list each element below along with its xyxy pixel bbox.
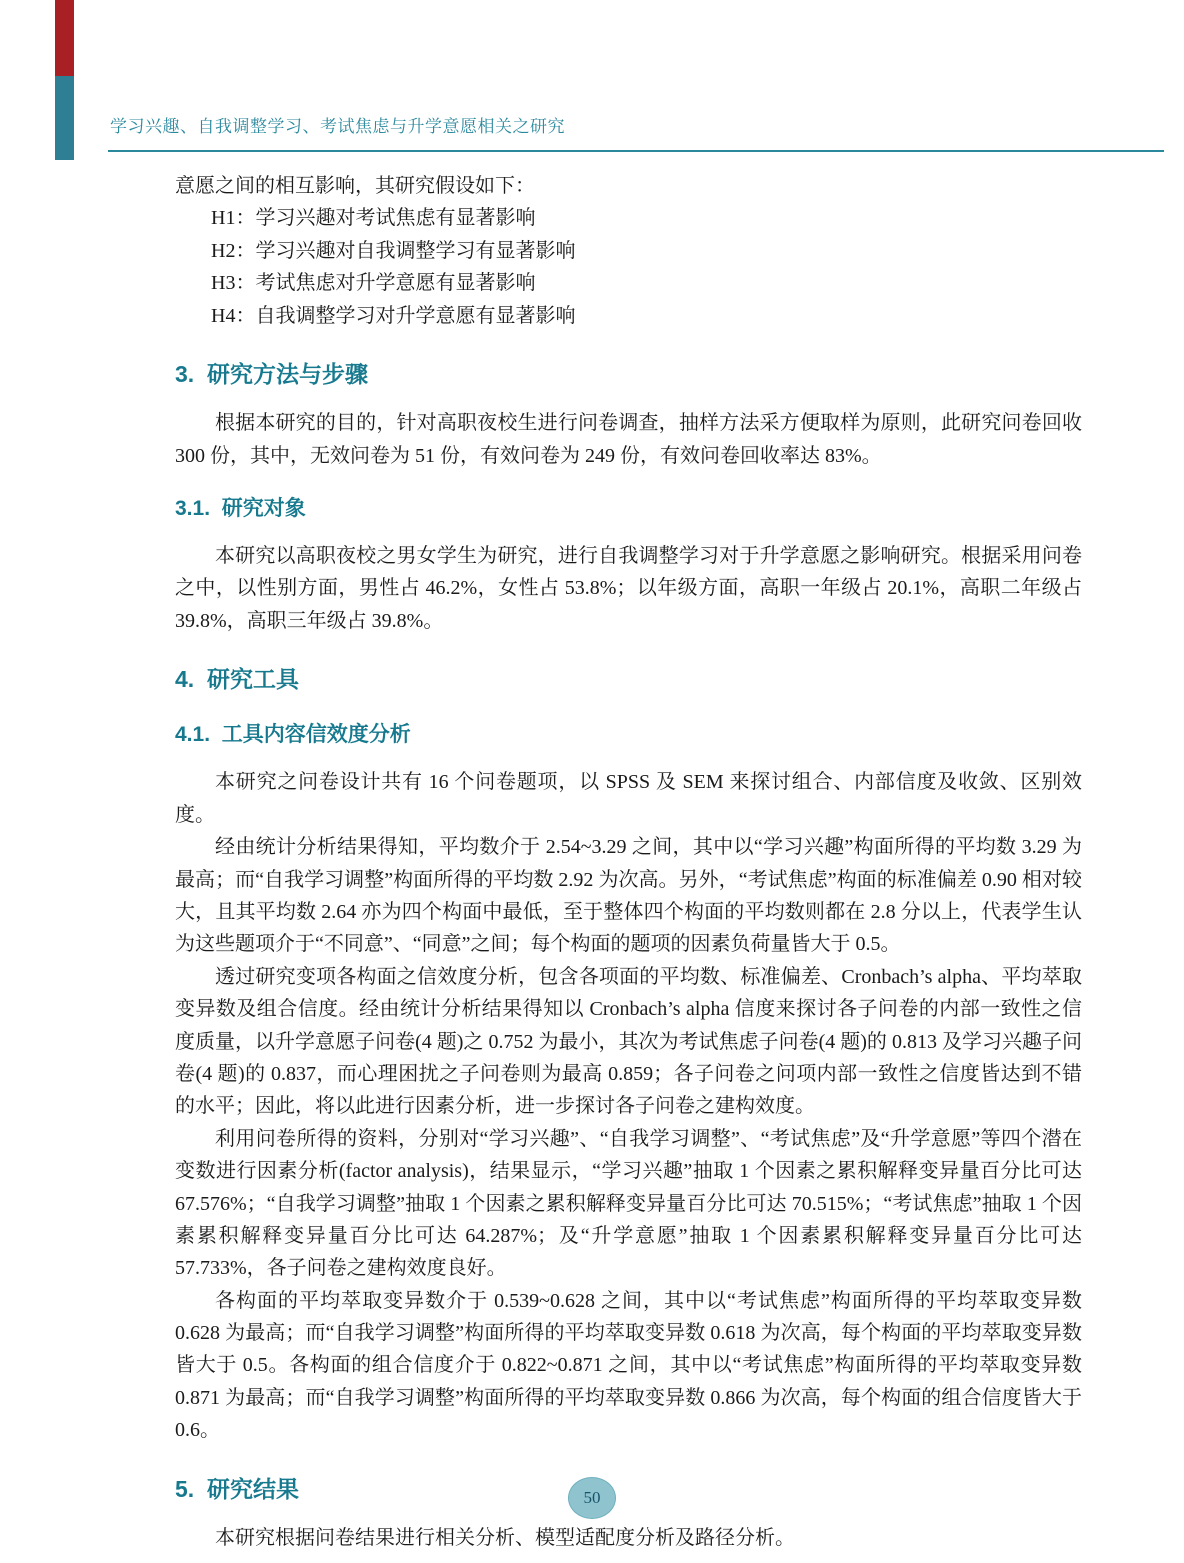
paragraph-intro: 意愿之间的相互影响，其研究假设如下： — [175, 175, 535, 197]
section-heading-3: 3. 研究方法与步骤 — [175, 360, 368, 387]
section-heading-5: 5. 研究结果 — [175, 1475, 299, 1502]
header-rule — [108, 150, 1164, 152]
paragraph: 本研究根据问卷结果进行相关分析、模型适配度分析及路径分析。 — [215, 1526, 795, 1549]
section-heading-3-1: 3.1. 研究对象 — [175, 496, 306, 520]
section-heading-4-1: 4.1. 工具内容信效度分析 — [175, 723, 411, 747]
page-number: 50 — [583, 1488, 601, 1507]
page-number-badge — [568, 1477, 616, 1519]
hypothesis-item: H2：学习兴趣对自我调整学习有显著影响 — [211, 239, 576, 262]
hypothesis-item: H4：自我调整学习对升学意愿有显著影响 — [211, 304, 576, 327]
hypothesis-list — [175, 202, 1082, 332]
paragraph: 透过研究变项各构面之信效度分析，包含各项面的平均数、标准偏差、Cronbach’s alpha、平均萃取变异数及组合信度。经由统计分析结果得知以 Cronbach’s alpha 信度来探讨各子问卷的内部一致性之信度质量，以升学意愿子问卷(4 题)之 0.752 为最小，其次为考试焦虑子问卷(4 题)的 0.813 及学习兴趣子问卷(4 题)的 0.837，而心理困扰之子问卷则为最高 0.859；各子问卷之问项内部一致性之信度皆达到不错的水平；因此，将以此进行因素分析，进一步探讨各子问卷之建构效度。 — [175, 965, 1082, 1118]
paragraph: 各构面的平均萃取变异数介于 0.539~0.628 之间，其中以“考试焦虑”构面所得的平均萃取变异数 0.628 为最高；而“自我学习调整”构面所得的平均萃取变异数 0.618 为次高，每个构面的平均萃取变异数皆大于 0.5。各构面的组合信度介于 0.822~0.871 之间，其中以“考试焦虑”构面所得的平均萃取变异数 0.871 为最高；而“自我学习调整”构面所得的平均萃取变异数 0.866 为次高，每个构面的组合信度皆大于 0.6。 — [175, 1289, 1082, 1442]
hypothesis-item: H1：学习兴趣对考试焦虑有显著影响 — [211, 207, 536, 230]
section-heading-4: 4. 研究工具 — [175, 666, 299, 693]
paragraph: 利用问卷所得的资料，分别对“学习兴趣”、“自我学习调整”、“考试焦虑”及“升学意愿”等四个潜在变数进行因素分析(factor analysis)，结果显示，“学习兴趣”抽取 1 个因素之累积解释变异量百分比可达 67.576%；“自我学习调整”抽取 1 个因素之累积解释变异量百分比可达 70.515%；“考试焦虑”抽取 1 个因素累积解释变异量百分比可达 64.287%；及“升学意愿”抽取 1 个因素累积解释变异量百分比可达 57.733%，各子问卷之建构效度良好。 — [175, 1127, 1082, 1280]
paragraph: 本研究以高职夜校之男女学生为研究，进行自我调整学习对于升学意愿之影响研究。根据采用问卷之中，以性别方面，男性占 46.2%，女性占 53.8%；以年级方面，高职一年级占 20.1%，高职二年级占 39.8%，高职三年级占 39.8%。 — [175, 545, 1082, 632]
running-header-title: 学习兴趣、自我调整学习、考试焦虑与升学意愿相关之研究 — [110, 117, 565, 136]
left-accent-bar-red — [55, 0, 74, 76]
paragraph: 根据本研究的目的，针对高职夜校生进行问卷调查，抽样方法采方便取样为原则，此研究问卷回收 300 份，其中，无效问卷为 51 份，有效问卷为 249 份，有效问卷回收率达 83%。 — [175, 412, 1082, 467]
left-accent-bar-teal — [55, 76, 74, 160]
page-content — [175, 170, 1082, 1554]
paragraph: 本研究之问卷设计共有 16 个问卷题项，以 SPSS 及 SEM 来探讨组合、内部信度及收敛、区别效度。 — [175, 771, 1082, 826]
hypothesis-item: H3：考试焦虑对升学意愿有显著影响 — [211, 272, 536, 295]
paragraph: 经由统计分析结果得知，平均数介于 2.54~3.29 之间，其中以“学习兴趣”构面所得的平均数 3.29 为最高；而“自我学习调整”构面所得的平均数 2.92 为次高。另外，“考试焦虑”构面的标准偏差 0.90 相对较大，且其平均数 2.64 亦为四个构面中最低，至于整体四个构面的平均数则都在 2.8 分以上，代表学生认为这些题项介于“不同意”、“同意”之间；每个构面的题项的因素负荷量皆大于 0.5。 — [175, 836, 1082, 956]
